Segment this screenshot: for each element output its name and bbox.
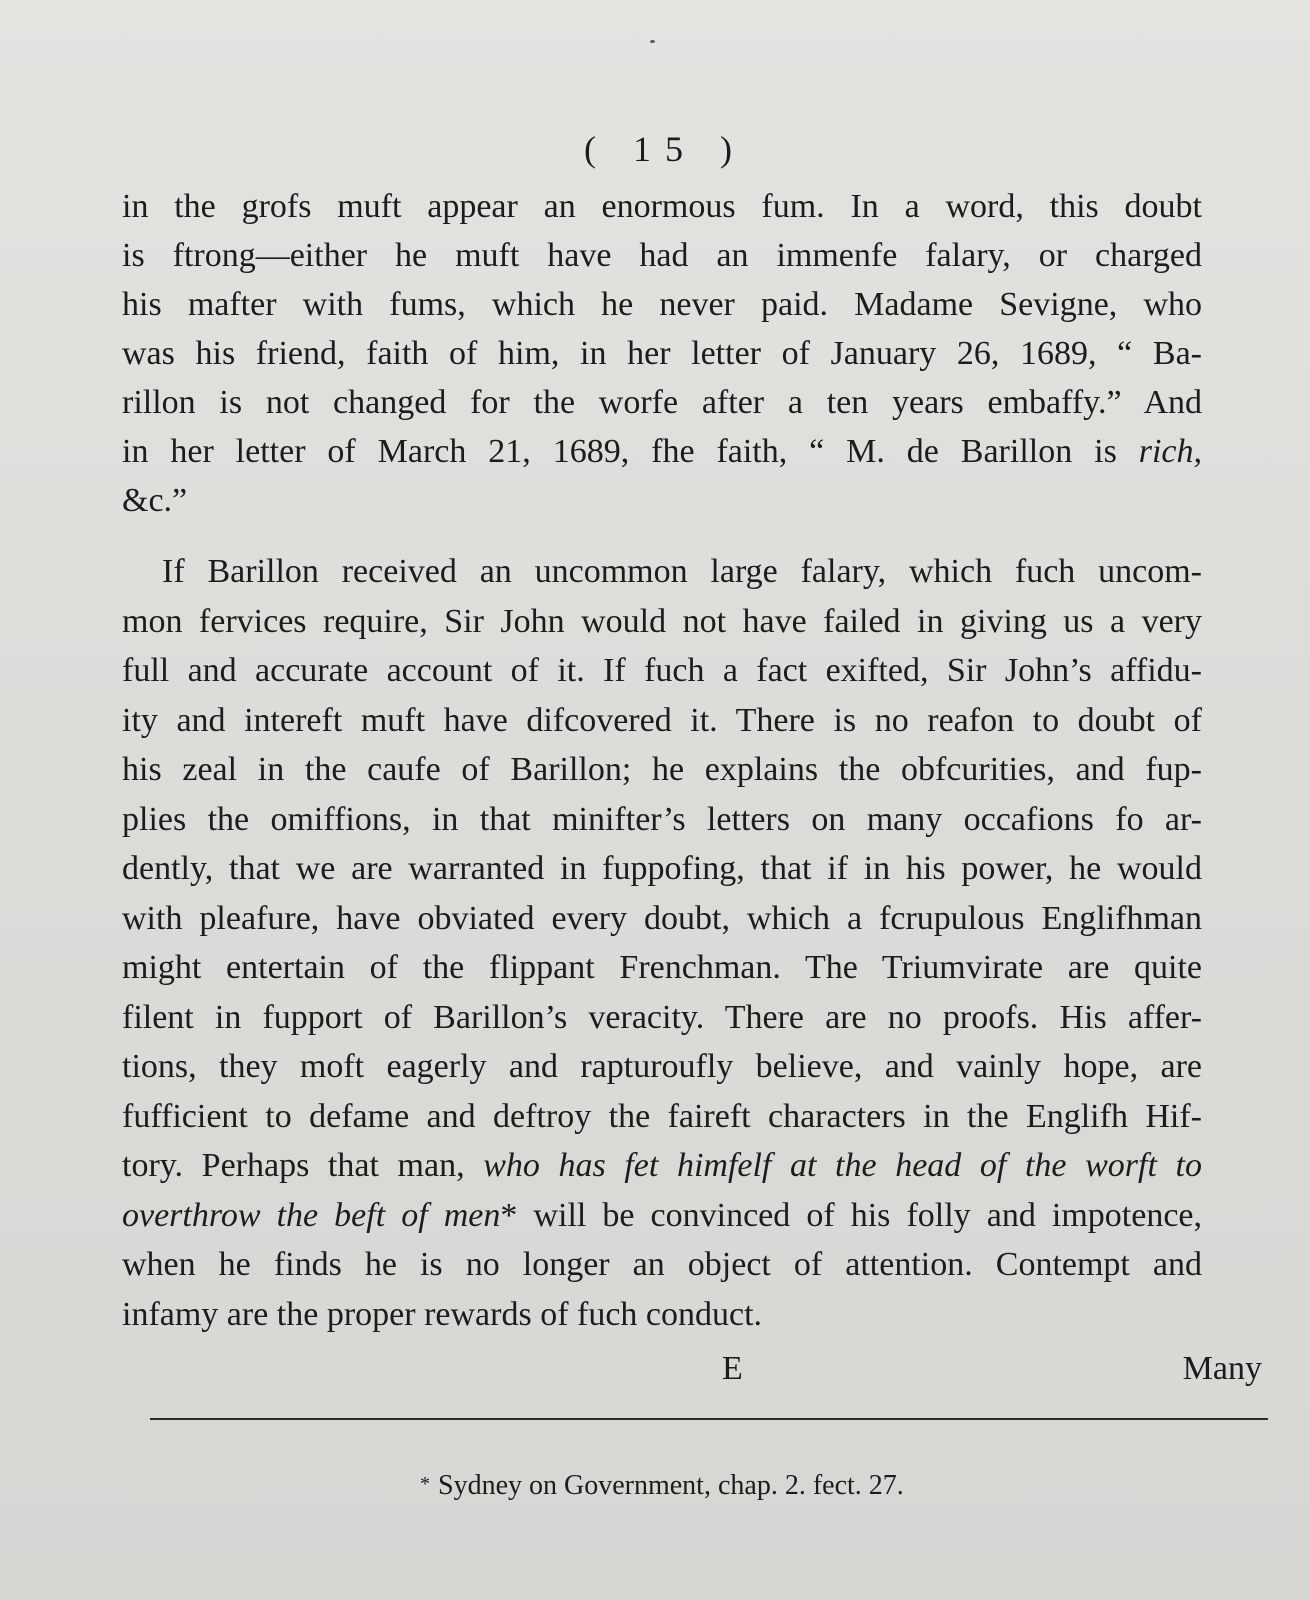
footnote-reference: *	[500, 1196, 518, 1234]
text-segment: in her letter of March 21, 1689, fhe faith, “ M. de Barillon is	[122, 433, 1139, 470]
text-line: rillon is not changed for the worfe after a ten years embaffy.” And	[122, 384, 1202, 421]
italic-word: rich,	[1138, 433, 1202, 470]
page-number: ( 15 )	[584, 129, 746, 169]
paragraph-1	[122, 182, 1202, 525]
text-line	[122, 1191, 1202, 1241]
text-line	[122, 1141, 1202, 1191]
page-foot-marks	[122, 1350, 1262, 1394]
text-line: when he finds he is no longer an object of attention. Contempt and	[122, 1246, 1202, 1283]
text-line: filent in fupport of Barillon’s veracity. There are no proofs. His affer-	[122, 998, 1202, 1036]
text-line: was his friend, faith of him, in her letter of January 26, 1689, “ Ba-	[122, 335, 1202, 372]
text-segment: tory. Perhaps that man,	[122, 1147, 484, 1184]
footnote-text: Sydney on Government, chap. 2. fect. 27.	[438, 1470, 904, 1501]
text-line: full and accurate account of it. If fuch a fact exifted, Sir John’s affidu-	[122, 652, 1202, 689]
catchword: Many	[1182, 1350, 1262, 1387]
text-line: tions, they moft eagerly and rapturoufly believe, and vainly hope, are	[122, 1048, 1202, 1085]
footnote-rule	[150, 1418, 1268, 1420]
text-line: is ftrong—either he muft have had an immenfe falary, or charged	[122, 237, 1202, 274]
italic-quote: who has fet himfelf at the head of the worft to	[483, 1147, 1202, 1184]
text-line: might entertain of the flippant Frenchman. The Triumvirate are quite	[122, 949, 1202, 986]
text-line: plies the omiffions, in that minifter’s letters on many occafions fo ar-	[122, 800, 1202, 838]
text-line: fufficient to defame and deftroy the faireft characters in the Englifh Hif-	[122, 1097, 1202, 1135]
text-line: in the grofs muft appear an enormous fum. In a word, this doubt	[122, 188, 1202, 225]
footnote-mark: *	[420, 1473, 430, 1495]
footnote	[420, 1470, 904, 1502]
text-line: infamy are the proper rewards of fuch conduct.	[122, 1295, 763, 1333]
body-text	[122, 182, 1202, 1339]
text-line: his zeal in the caufe of Barillon; he explains the obfcurities, and fup-	[122, 751, 1202, 788]
text-line: with pleafure, have obviated every doubt, which a fcrupulous Englifhman	[122, 899, 1202, 937]
text-line: his mafter with fums, which he never paid. Madame Sevigne, who	[122, 286, 1202, 323]
text-line: dently, that we are warranted in fuppofing, that if in his power, he would	[122, 850, 1202, 887]
signature-mark: E	[722, 1350, 743, 1387]
text-line	[122, 427, 1202, 476]
paragraph-2	[122, 547, 1202, 1339]
text-line: &c.”	[122, 482, 188, 519]
text-line: If Barillon received an uncommon large falary, which fuch uncom-	[162, 553, 1202, 590]
text-line: ity and intereft muft have difcovered it. There is no reafon to doubt of	[122, 701, 1202, 739]
paper-speck	[650, 40, 655, 43]
text-line: mon fervices require, Sir John would not have failed in giving us a very	[122, 602, 1202, 640]
italic-quote: overthrow the beft of men	[122, 1196, 501, 1234]
text-segment: will be convinced of his folly and impotence,	[533, 1196, 1202, 1234]
